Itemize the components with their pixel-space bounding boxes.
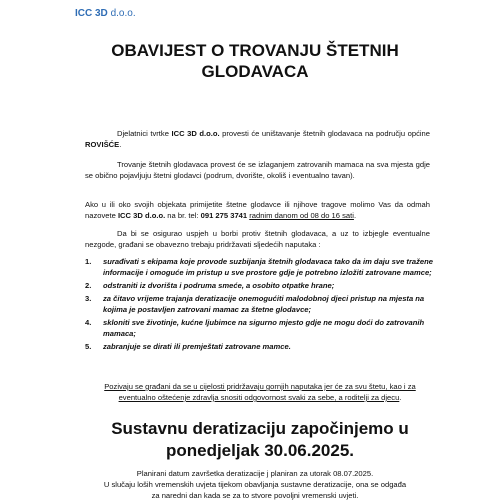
logo-name: ICC 3D bbox=[75, 8, 108, 19]
instruction-number: 1. bbox=[85, 257, 92, 266]
instruction-text: surađivati s ekipama koje provode suzbijanja štetnih glodavaca tako da im daju sve tražene informacije i omoguće im pristup u sve prostore gdje je potrebno izložiti zatrovane mamce; bbox=[103, 257, 434, 277]
phone-number: 091 275 3741 bbox=[200, 211, 248, 220]
notice-title: OBAVIJEST O TROVANJU ŠTETNIH GLODAVACA bbox=[111, 41, 399, 81]
instruction-item bbox=[85, 280, 435, 291]
weather-line-2: za naredni dan kada se za to stvore povoljni vremenski uvjeti. bbox=[151, 491, 359, 500]
instruction-number: 2. bbox=[85, 281, 92, 290]
instruction-item bbox=[85, 317, 435, 339]
company-name: ICC 3D d.o.o. bbox=[117, 211, 166, 220]
instruction-item bbox=[85, 341, 435, 352]
contact-paragraph: Ako u ili oko svojih objekata primijetite štetne glodavce ili njihove tragove molimo Vas da odmah nazovete ICC 3D d.o.o. na br. tel: 091 275 3741 radnim danom od 08 do 16 sati. bbox=[85, 200, 430, 220]
instructions-intro: Da bi se osigurao uspjeh u borbi protiv štetnih glodavaca, a uz to izbjegle eventualne nezgode, građani se obavezno trebaju pridržavati sljedećih naputaka : bbox=[85, 229, 430, 249]
footer-info bbox=[70, 468, 440, 501]
method-paragraph: Trovanje štetnih glodavaca provest će se izlaganjem zatrovanih mamaca na sva mjesta gdje se obično pojavljuju štetni glodavci (podrum, dvorište, okoliš i eventualno tavan). bbox=[85, 160, 430, 180]
instruction-item bbox=[85, 293, 435, 315]
instruction-text: zabranjuje se dirati ili premještati zatrovane mamce. bbox=[103, 342, 291, 351]
instruction-text: odstraniti iz dvorišta i podruma smeće, a osobito otpatke hrane; bbox=[103, 281, 335, 290]
instruction-text: za čitavo vrijeme trajanja deratizacije onemogućiti malodobnoj djeci pristup na mjesta na kojima je postavljen zatrovani mamac za štetne glodavce; bbox=[103, 294, 425, 314]
start-announcement: Sustavnu deratizaciju započinjemo u ponedjeljak 30.06.2025. bbox=[111, 419, 409, 460]
instruction-item bbox=[85, 256, 435, 278]
company-logo bbox=[75, 8, 136, 19]
working-hours: radnim danom od 08 do 16 sati bbox=[249, 211, 354, 220]
instructions-list bbox=[85, 256, 435, 354]
intro-paragraph: Djelatnici tvrtke ICC 3D d.o.o. provesti će uništavanje štetnih glodavaca na području općine ROVIŠĆE. bbox=[85, 129, 430, 149]
weather-line-1: U slučaju loših vremenskih uvjeta tijekom obavljanja sustavne deratizacije, ona se odgađa bbox=[103, 480, 407, 489]
instruction-text: skloniti sve životinje, kućne ljubimce na sigurno mjesto gdje ne mogu doći do zatrovanih mamaca; bbox=[103, 318, 425, 338]
instruction-number: 5. bbox=[85, 342, 92, 351]
instruction-number: 4. bbox=[85, 318, 92, 327]
instruction-number: 3. bbox=[85, 294, 92, 303]
end-date-line: Planirani datum završetka deratizacije j planiran za utorak 08.07.2025. bbox=[136, 469, 374, 478]
responsibility-note: Pozivaju se građani da se u cijelosti pridržavaju gornjih naputaka jer će za svu štetu, kao i za eventualno oštećenje zdravlja snositi odgovornost svaki za sebe, a roditelji za djecu. bbox=[104, 382, 416, 402]
logo-suffix: d.o.o. bbox=[107, 8, 136, 19]
